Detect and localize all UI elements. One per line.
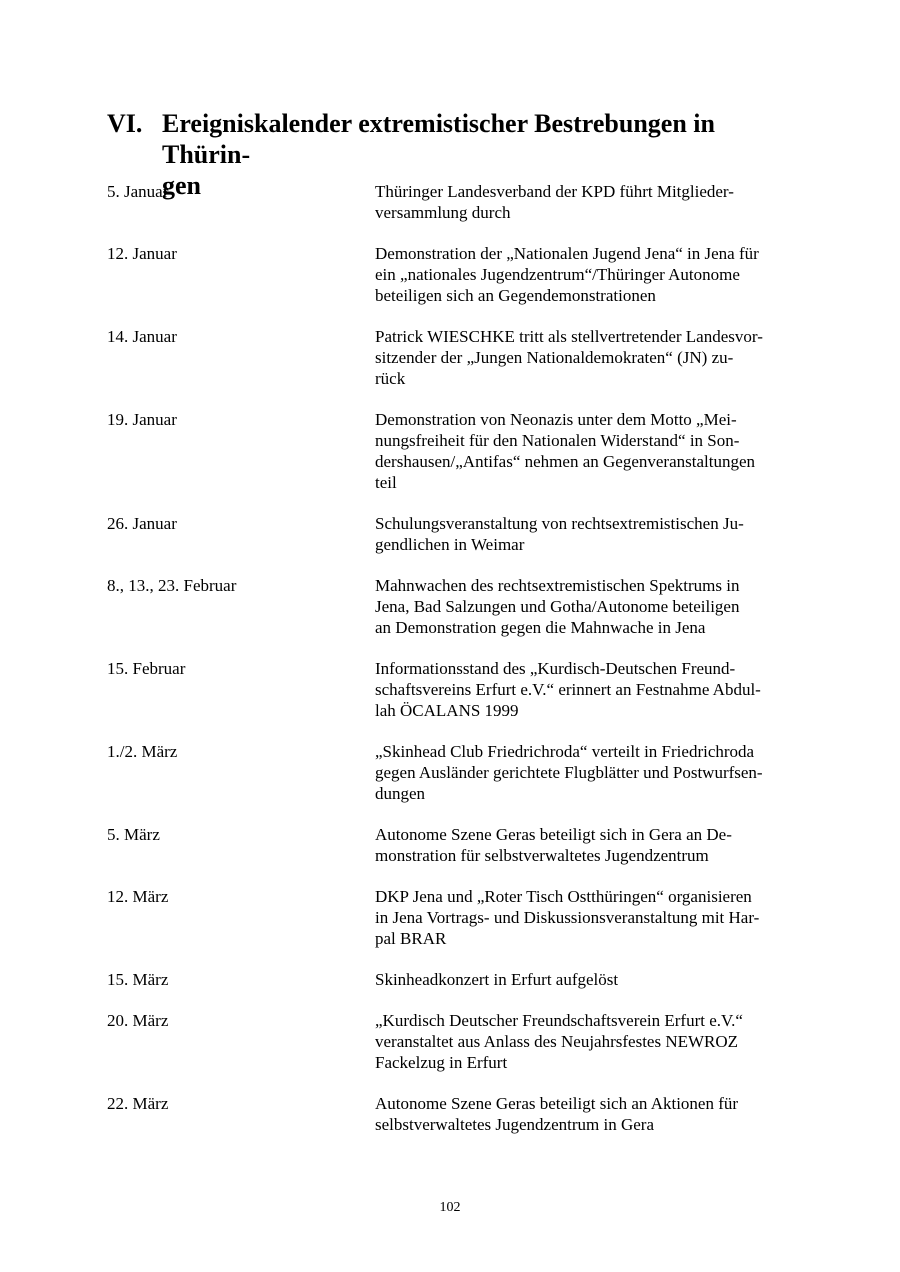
description-line: beteiligen sich an Gegendemonstrationen	[375, 286, 656, 305]
page-number: 102	[439, 1200, 461, 1215]
description-line: teil	[375, 473, 397, 492]
entry-description	[375, 658, 795, 721]
entry-description	[375, 969, 795, 990]
entry-date: 22. März	[107, 1094, 169, 1113]
description-line: gegen Ausländer gerichtete Flugblätter und Postwurfsen-	[375, 763, 763, 782]
description-line: „Skinhead Club Friedrichroda“ verteilt in Friedrichroda	[375, 742, 755, 761]
description-line: Fackelzug in Erfurt	[375, 1053, 508, 1072]
entry-description	[375, 326, 795, 389]
entry-description	[375, 575, 795, 638]
description-line: an Demonstration gegen die Mahnwache in Jena	[375, 618, 706, 637]
entry-date: 5. Januar	[107, 182, 169, 201]
description-line: Mahnwachen des rechtsextremistischen Spektrums in	[375, 576, 740, 595]
description-line: schaftsvereins Erfurt e.V.“ erinnert an Festnahme Abdul-	[375, 680, 761, 699]
calendar-entry	[107, 824, 807, 866]
entry-date: 12. Januar	[107, 244, 177, 263]
description-line: Schulungsveranstaltung von rechtsextremistischen Ju-	[375, 514, 744, 533]
calendar-entry	[107, 741, 807, 804]
description-line: dungen	[375, 784, 426, 803]
calendar-entry	[107, 1093, 807, 1135]
description-line: versammlung durch	[375, 203, 511, 222]
description-line: ein „nationales Jugendzentrum“/Thüringer Autonome	[375, 265, 740, 284]
section-title-line: Ereigniskalender extremistischer Bestrebungen in Thürin-	[162, 109, 715, 169]
description-line: Jena, Bad Salzungen und Gotha/Autonome beteiligen	[375, 597, 740, 616]
entry-date: 15. März	[107, 970, 169, 989]
entry-description	[375, 243, 795, 306]
calendar-entry	[107, 513, 807, 555]
description-line: Autonome Szene Geras beteiligt sich an Aktionen für	[375, 1094, 739, 1113]
description-line: pal BRAR	[375, 929, 447, 948]
description-line: Skinheadkonzert in Erfurt aufgelöst	[375, 970, 619, 989]
entry-description	[375, 1010, 795, 1073]
entry-date: 8., 13., 23. Februar	[107, 576, 237, 595]
description-line: Autonome Szene Geras beteiligt sich in Gera an De-	[375, 825, 732, 844]
description-line: veranstaltet aus Anlass des Neujahrsfestes NEWROZ	[375, 1032, 739, 1051]
calendar-entry	[107, 969, 807, 990]
entry-date: 1./2. März	[107, 742, 178, 761]
description-line: monstration für selbstverwaltetes Jugendzentrum	[375, 846, 709, 865]
entry-description	[375, 409, 795, 493]
description-line: in Jena Vortrags- und Diskussionsveranstaltung mit Har-	[375, 908, 760, 927]
entry-date: 14. Januar	[107, 327, 177, 346]
entry-date: 12. März	[107, 887, 169, 906]
calendar-entry	[107, 658, 807, 721]
description-line: lah ÖCALANS 1999	[375, 701, 519, 720]
description-line: Demonstration von Neonazis unter dem Motto „Mei-	[375, 410, 737, 429]
entry-date: 26. Januar	[107, 514, 177, 533]
entry-date: 19. Januar	[107, 410, 177, 429]
entry-description	[375, 1093, 795, 1135]
calendar-entry	[107, 326, 807, 389]
entry-date: 15. Februar	[107, 659, 186, 678]
entry-description	[375, 741, 795, 804]
entry-description	[375, 181, 795, 223]
description-line: Patrick WIESCHKE tritt als stellvertretender Landesvor-	[375, 327, 763, 346]
description-line: Demonstration der „Nationalen Jugend Jena“ in Jena für	[375, 244, 759, 263]
description-line: nungsfreiheit für den Nationalen Widerstand“ in Son-	[375, 431, 740, 450]
description-line: Informationsstand des „Kurdisch-Deutschen Freund-	[375, 659, 736, 678]
description-line: sitzender der „Jungen Nationaldemokraten“ (JN) zu-	[375, 348, 734, 367]
entry-date: 5. März	[107, 825, 160, 844]
entry-description	[375, 886, 795, 949]
section-number: VI.	[107, 109, 143, 138]
calendar-entry	[107, 409, 807, 493]
calendar-entry	[107, 886, 807, 949]
entry-description	[375, 513, 795, 555]
description-line: selbstverwaltetes Jugendzentrum in Gera	[375, 1115, 654, 1134]
description-line: „Kurdisch Deutscher Freundschaftsverein Erfurt e.V.“	[375, 1011, 743, 1030]
calendar-entry	[107, 1010, 807, 1073]
description-line: DKP Jena und „Roter Tisch Ostthüringen“ organisieren	[375, 887, 752, 906]
description-line: gendlichen in Weimar	[375, 535, 525, 554]
description-line: Thüringer Landesverband der KPD führt Mitglieder-	[375, 182, 734, 201]
calendar-entry	[107, 575, 807, 638]
calendar-entry	[107, 243, 807, 306]
calendar-entry	[107, 181, 807, 223]
section-title-line: gen	[162, 171, 201, 200]
description-line: rück	[375, 369, 406, 388]
entry-description	[375, 824, 795, 866]
description-line: dershausen/„Antifas“ nehmen an Gegenveranstaltungen	[375, 452, 755, 471]
entry-date: 20. März	[107, 1011, 169, 1030]
